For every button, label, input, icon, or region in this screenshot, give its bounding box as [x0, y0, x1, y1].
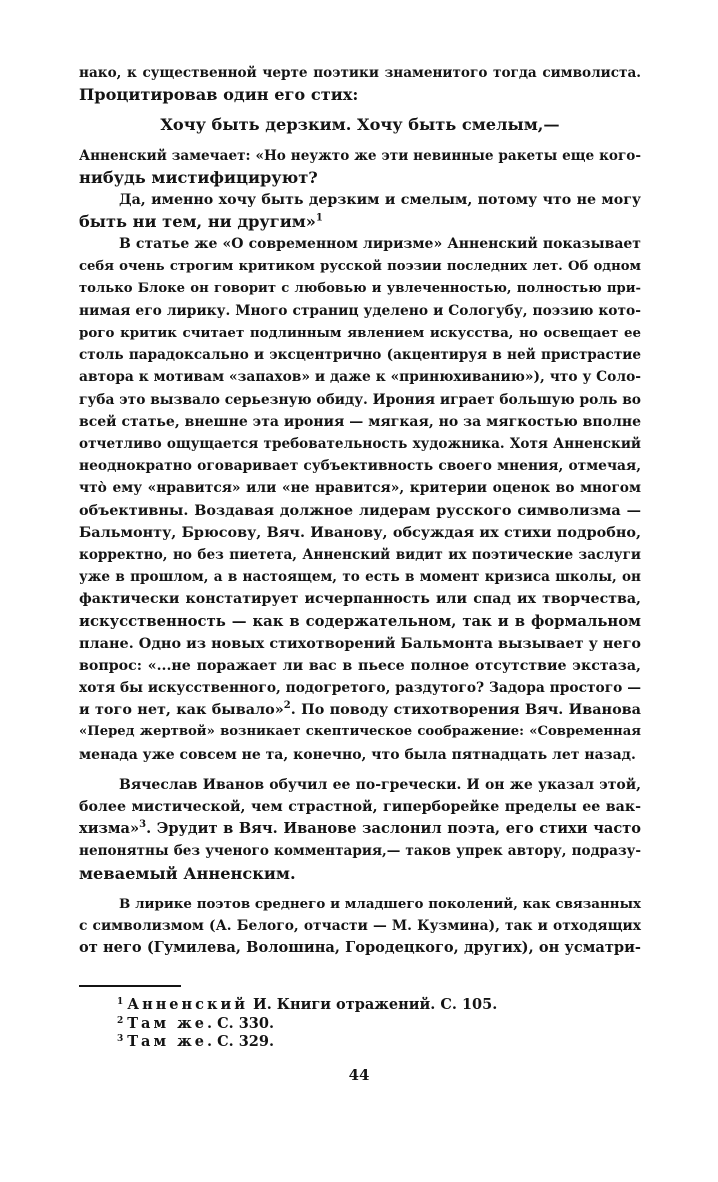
text-line: Анненский замечает: «Но неужто же эти невинные ракеты еще кого-: [79, 147, 641, 164]
footnotes: [117, 993, 567, 1049]
paragraph-5: [79, 774, 641, 885]
text-line: рого критик считает подлинным явлением искусства, но освещает ее: [79, 325, 641, 342]
page-body: [79, 62, 641, 959]
text-line: автора к мотивам «запахов» и даже к «принюхиванию»), что у Соло-: [79, 369, 641, 386]
text-line: с символизмом (А. Белого, отчасти — М. Кузмина), так и отходящих: [79, 917, 641, 934]
footnote-ref: 3: [139, 819, 147, 831]
text-line: нимая его лирику. Много страниц уделено и Сологубу, поэзию кото-: [79, 302, 641, 319]
paragraph-4: [79, 233, 641, 766]
footnote-ref: 2: [283, 700, 291, 712]
text-line: отчетливо ощущается требовательность художника. Хотя Анненский: [79, 436, 641, 452]
footnote: $^2$ Там же. С. 330.: [117, 1014, 275, 1032]
text-line: искусственность — как в содержательном, так и в формальном: [79, 612, 641, 630]
text-line: Вячеслав Иванов обучил ее по-гречески. И он же указал этой,: [119, 776, 641, 793]
footnote-ref: 1: [315, 212, 323, 224]
text-line: хотя бы искусственного, подогретого, раздутого? Задора простого —: [79, 680, 641, 697]
text-line: В лирике поэтов среднего и младшего поколений, как связанных: [119, 895, 641, 912]
footnote-divider: [79, 985, 181, 987]
text-line: Бальмонту, Брюсову, Вяч. Иванову, обсуждая их стихи подробно,: [79, 523, 641, 541]
text-line: «Перед жертвой» возникает скептическое соображение: «Современная: [79, 724, 641, 740]
paragraph-6: [79, 893, 641, 960]
text-line: корректно, но без пиетета, Анненский видит их поэтические заслуги: [79, 546, 641, 563]
text-line: меваемый Анненским.: [79, 863, 296, 883]
text-line: что̀ ему «нравится» или «не нравится», критерии оценок во многом: [79, 480, 641, 497]
footnote: $^3$ Там же. С. 329.: [117, 1033, 275, 1050]
paragraph-1: [79, 62, 641, 106]
verse-quote: Хочу быть дерзким. Хочу быть смелым,—: [160, 115, 560, 135]
text-line: вопрос: «...не поражает ли вас в пьесе полное отсутствие экстаза,: [79, 657, 641, 674]
paragraph-3: [79, 189, 641, 233]
text-line: быть ни тем, ни другим»$^1$: [79, 212, 323, 232]
text-line: хизма»$^3$. Эрудит в Вяч. Иванове заслонил поэта, его стихи часто: [79, 819, 641, 838]
text-line: В статье же «О современном лиризме» Анненский показывает: [119, 236, 641, 253]
text-line: от него (Гумилева, Волошина, Городецкого, других), он усматри-: [79, 939, 641, 957]
text-line: более мистической, чем страстной, гиперборейке пределы ее вак-: [79, 799, 641, 815]
text-line: фактически констатирует исчерпанность или спад их творчества,: [79, 591, 641, 608]
text-line: нибудь мистифицируют?: [79, 167, 318, 187]
text-line: всей статье, внешне эта ирония — мягкая, но за мягкостью вполне: [79, 413, 641, 430]
text-line: столь парадоксально и эксцентрично (акцентируя в ней пристрастие: [79, 347, 641, 364]
text-line: менада уже совсем не та, конечно, что была пятнадцать лет назад.: [79, 746, 636, 763]
text-line: себя очень строгим критиком русской поэзии последних лет. Об одном: [79, 258, 641, 274]
footnote: $^1$ Анненский И. Книги отражений. С. 105.: [117, 996, 498, 1013]
text-line: неоднократно оговаривает субъективность своего мнения, отмечая,: [79, 458, 641, 475]
text-line: губа это вызвало серьезную обиду. Ирония играет большую роль во: [79, 391, 641, 408]
text-line: непонятны без ученого комментария,— таков упрек автору, подразу-: [79, 843, 641, 860]
text-line: нако, к существенной черте поэтики знаменитого тогда символиста.: [79, 65, 641, 81]
text-line: плане. Одно из новых стихотворений Бальмонта вызывает у него: [79, 634, 641, 652]
text-line: и того нет, как бывало»$^2$. По поводу стихотворения Вяч. Иванова: [79, 700, 641, 719]
paragraph-2: [79, 145, 641, 189]
text-line: объективны. Воздавая должное лидерам русского символизма —: [79, 501, 641, 519]
text-line: Да, именно хочу быть дерзким и смелым, потому что не могу: [119, 191, 641, 208]
text-line: только Блоке он говорит с любовью и увлеченностью, полностью при-: [79, 280, 641, 296]
text-line: Процитировав один его стих:: [79, 85, 359, 105]
page-number: 44: [348, 1066, 370, 1084]
text-line: уже в прошлом, а в настоящем, то есть в момент кризиса школы, он: [79, 569, 641, 586]
